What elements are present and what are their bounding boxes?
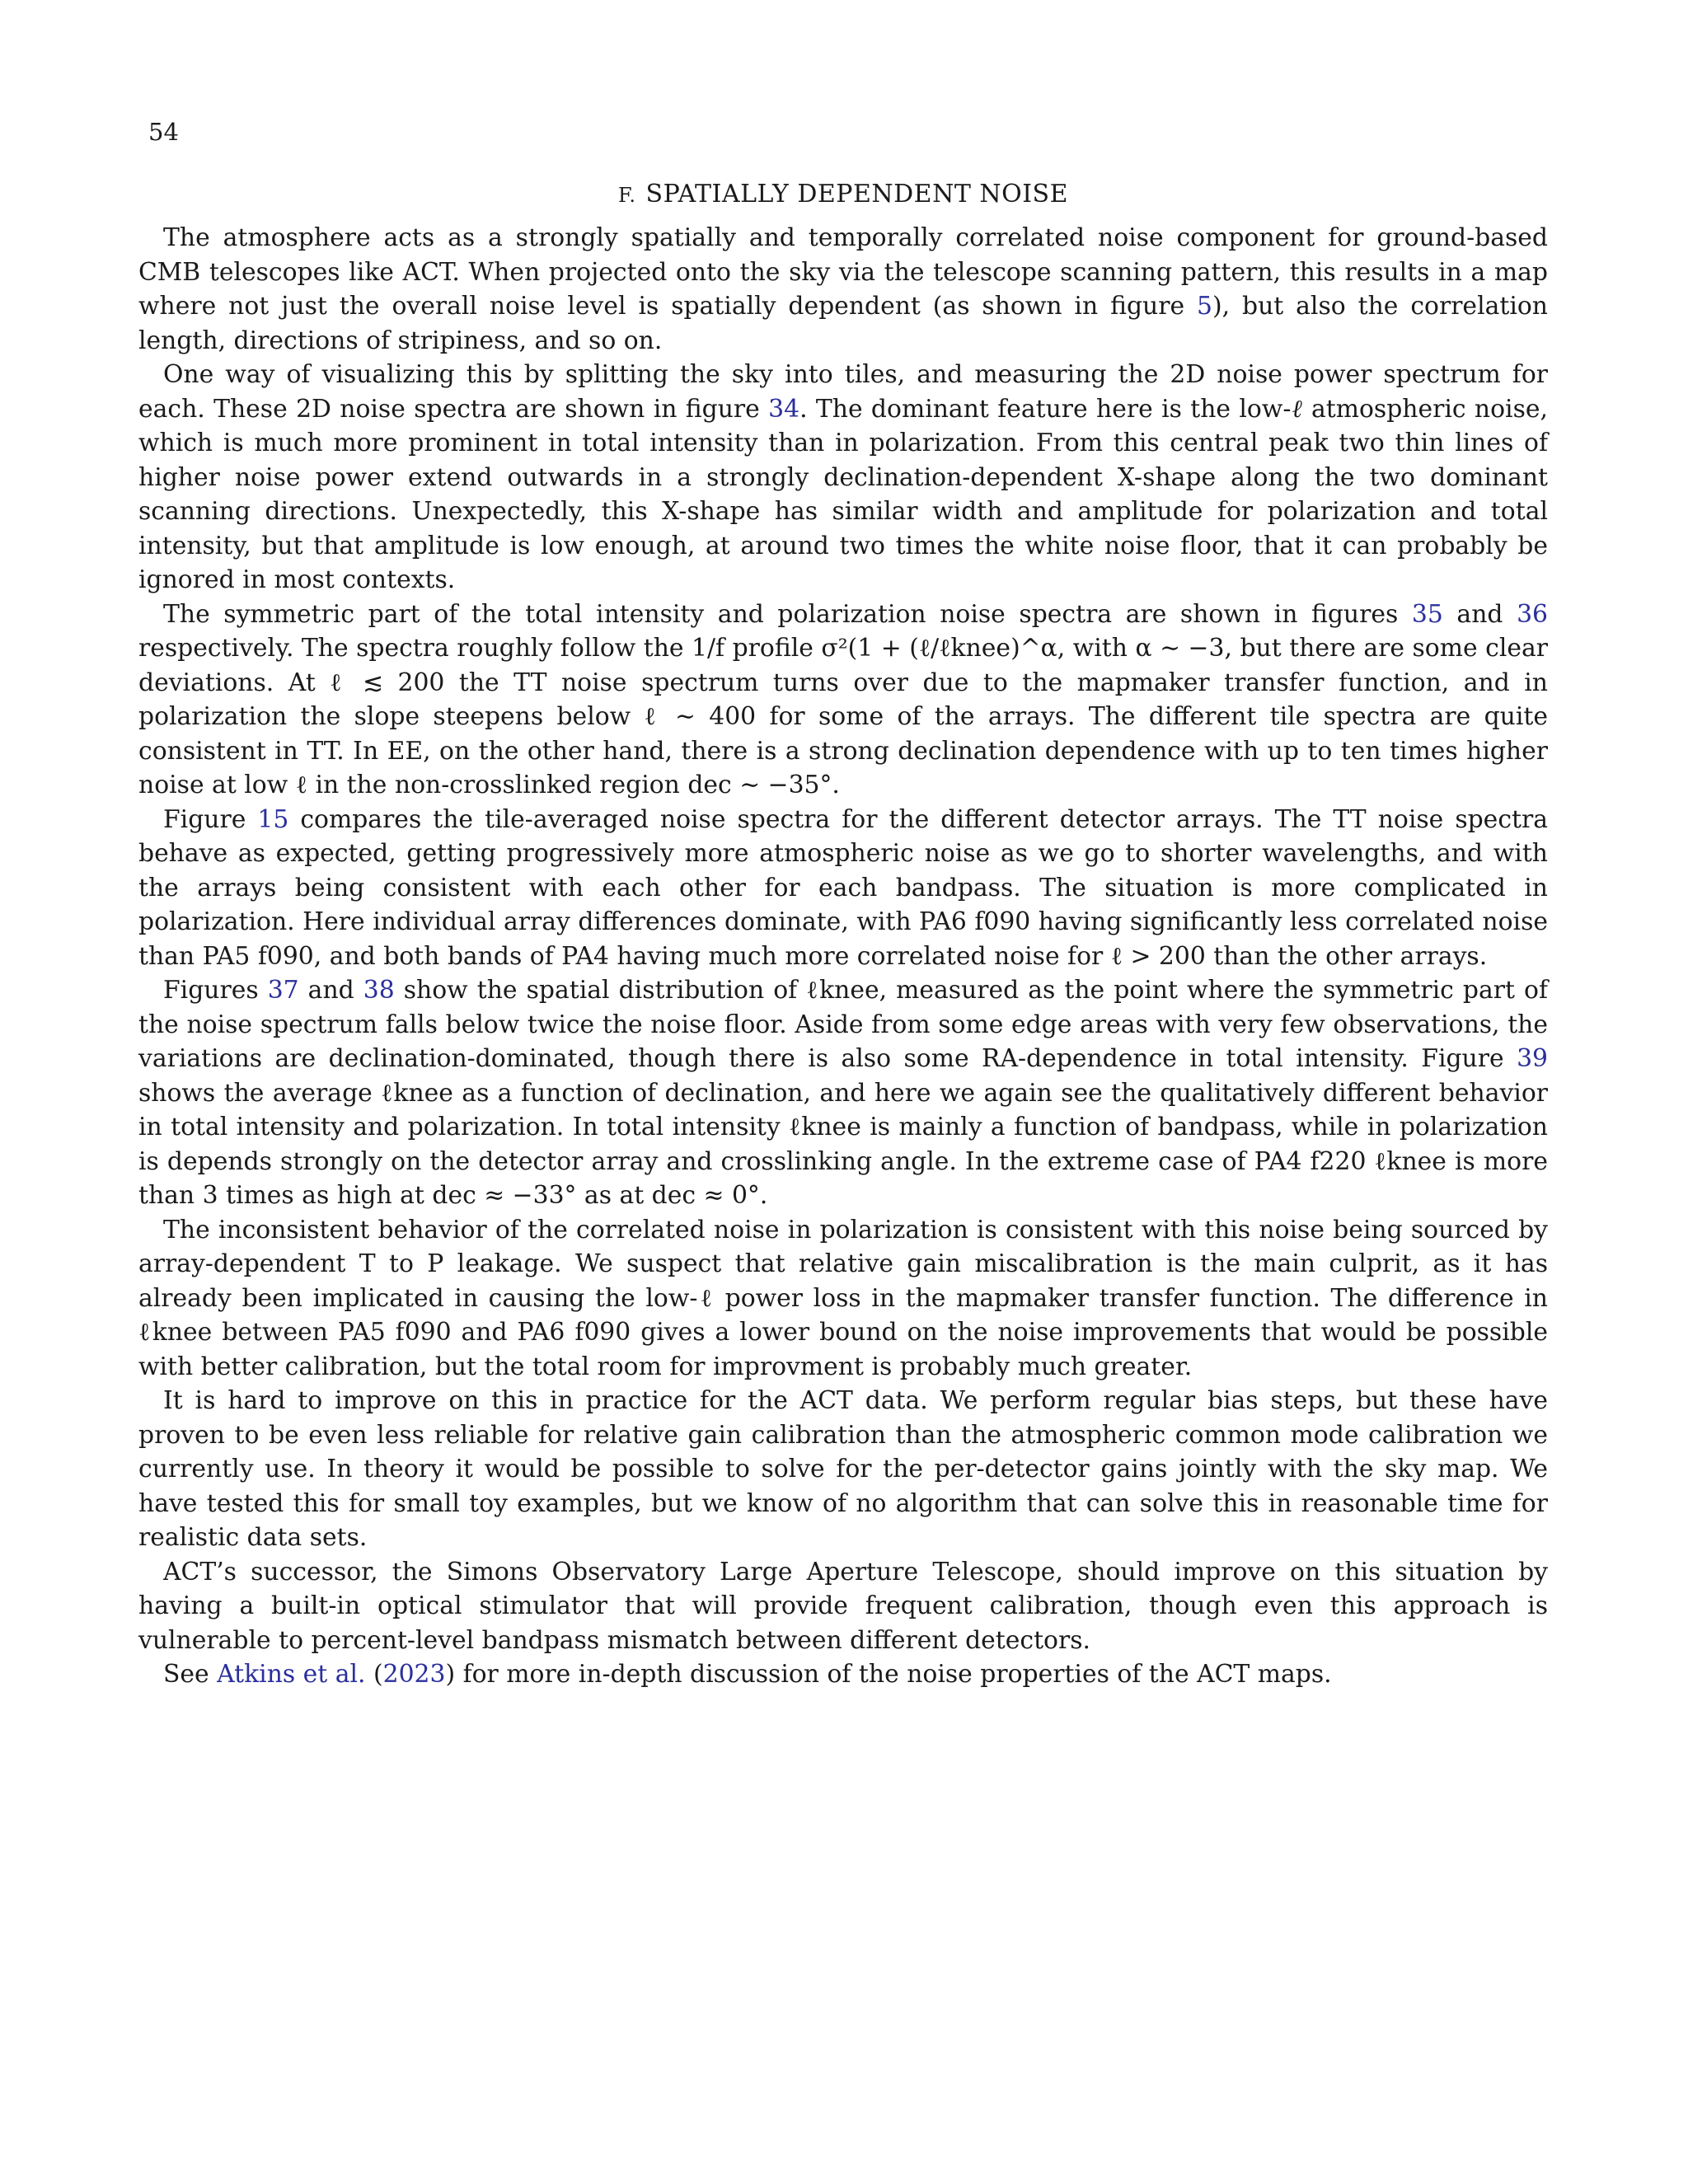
citation-year-link[interactable]: 2023 [382, 1660, 446, 1689]
paragraph-8: ACT’s successor, the Simons Observatory Large Aperture Telescope, should improve on this situation by having a built-in optical stimulator that will provide frequent calibration, though even this approach is vulnerable to percent-level bandpass mismatch between different detectors. [138, 1557, 1548, 1655]
paragraph-2: One way of visualizing this by splitting the sky into tiles, and measuring the 2D noise power spectrum for each. These 2D noise spectra are shown in figure 34. The dominant feature here is the low-ℓ atmospheric noise, which is much more prominent in total intensity than in polarization. From this central peak two thin lines of higher noise power extend outwards in a strongly declination-dependent X-shape along the two dominant scanning directions. Unexpectedly, this X-shape has similar width and amplitude for polarization and total intensity, but that amplitude is low enough, at around two times the white noise floor, that it can probably be ignored in most contexts. [138, 360, 1548, 594]
noise-profile-formula: σ²(1 + (ℓ/ℓknee)^α [821, 634, 1057, 663]
paragraph-6: The inconsistent behavior of the correlated noise in polarization is consistent with this noise being sourced by array-dependent T to P leakage. We suspect that relative gain miscalibration is the main culprit, as it has already been implicated in causing the low-ℓ power loss in the mapmaker transfer function. The difference in ℓknee between PA5 f090 and PA6 f090 gives a lower bound on the noise improvements that would be possible with better calibration, but the total room for improvment is probably much greater. [138, 1215, 1548, 1381]
citation-author-link[interactable]: Atkins et al. [217, 1660, 366, 1689]
paragraph-7: It is hard to improve on this in practice for the ACT data. We perform regular bias steps, but these have proven to be even less reliable for relative gain calibration than the atmospheric common mode calibration we currently use. In theory it would be possible to solve for the per-detector gains jointly with the sky map. We have tested this for small toy examples, but we know of no algorithm that can solve this in reasonable time for realistic data sets. [138, 1386, 1548, 1552]
figure-ref-35[interactable]: 35 [1411, 599, 1443, 629]
figure-ref-34[interactable]: 34 [768, 394, 800, 424]
paragraph-9: See Atkins et al. (2023) for more in-depth discussion of the noise properties of the ACT maps. [163, 1660, 1332, 1689]
figure-ref-15[interactable]: 15 [257, 804, 289, 834]
paragraph-4: Figure 15 compares the tile-averaged noise spectra for the different detector arrays. The TT noise spectra behave as expected, getting progressively more atmospheric noise as we go to shorter wavelengths, and with the arrays being consistent with each other for each bandpass. The situation is more complicated in polarization. Here individual array differences dominate, with PA6 f090 having significantly less correlated noise than PA5 f090, and both bands of PA4 having much more correlated noise for ℓ > 200 than the other arrays. [138, 804, 1548, 971]
figure-ref-37[interactable]: 37 [267, 976, 299, 1005]
section-title: SPATIALLY DEPENDENT NOISE [645, 180, 1069, 209]
ell-knee-symbol: ℓknee [806, 976, 879, 1005]
section-heading [138, 180, 1548, 209]
page-number: 54 [148, 118, 179, 146]
paragraph-3: The symmetric part of the total intensity and polarization noise spectra are shown in figures 35 and 36 respectively. The spectra roughly follow the 1/f profile σ²(1 + (ℓ/ℓknee)^α, with α ∼ −3, but there are some clear deviations. At ℓ ≲ 200 the TT noise spectrum turns over due to the mapmaker transfer function, and in polarization the slope steepens below ℓ ∼ 400 for some of the arrays. The different tile spectra are quite consistent in TT. In EE, on the other hand, there is a strong declination dependence with up to ten times higher noise at low ℓ in the non-crosslinked region dec ∼ −35°. [138, 599, 1548, 799]
figure-ref-36[interactable]: 36 [1517, 599, 1548, 629]
body-text [138, 221, 1548, 1692]
section-letter: F. [617, 184, 636, 207]
paragraph-1: The atmosphere acts as a strongly spatially and temporally correlated noise component for ground-based CMB telescopes like ACT. When projected onto the sky via the telescope scanning pattern, this results in a map where not just the overall noise level is spatially dependent (as shown in figure 5), but also the correlation length, directions of stripiness, and so on. [138, 223, 1548, 355]
figure-ref-38[interactable]: 38 [363, 976, 395, 1005]
paragraph-5: Figures 37 and 38 show the spatial distribution of ℓknee, measured as the point where the symmetric part of the noise spectrum falls below twice the noise floor. Aside from some edge areas with very few observations, the variations are declination-dominated, though there is also some RA-dependence in total intensity. Figure 39 shows the average ℓknee as a function of declination, and here we again see the qualitatively different behavior in total intensity and polarization. In total intensity ℓknee is mainly a function of bandpass, while in polarization is depends strongly on the detector array and crosslinking angle. In the extreme case of PA4 f220 ℓknee is more than 3 times as high at dec ≈ −33° as at dec ≈ 0°. [138, 976, 1548, 1210]
figure-ref-39[interactable]: 39 [1517, 1044, 1548, 1073]
figure-ref-5[interactable]: 5 [1197, 292, 1212, 321]
